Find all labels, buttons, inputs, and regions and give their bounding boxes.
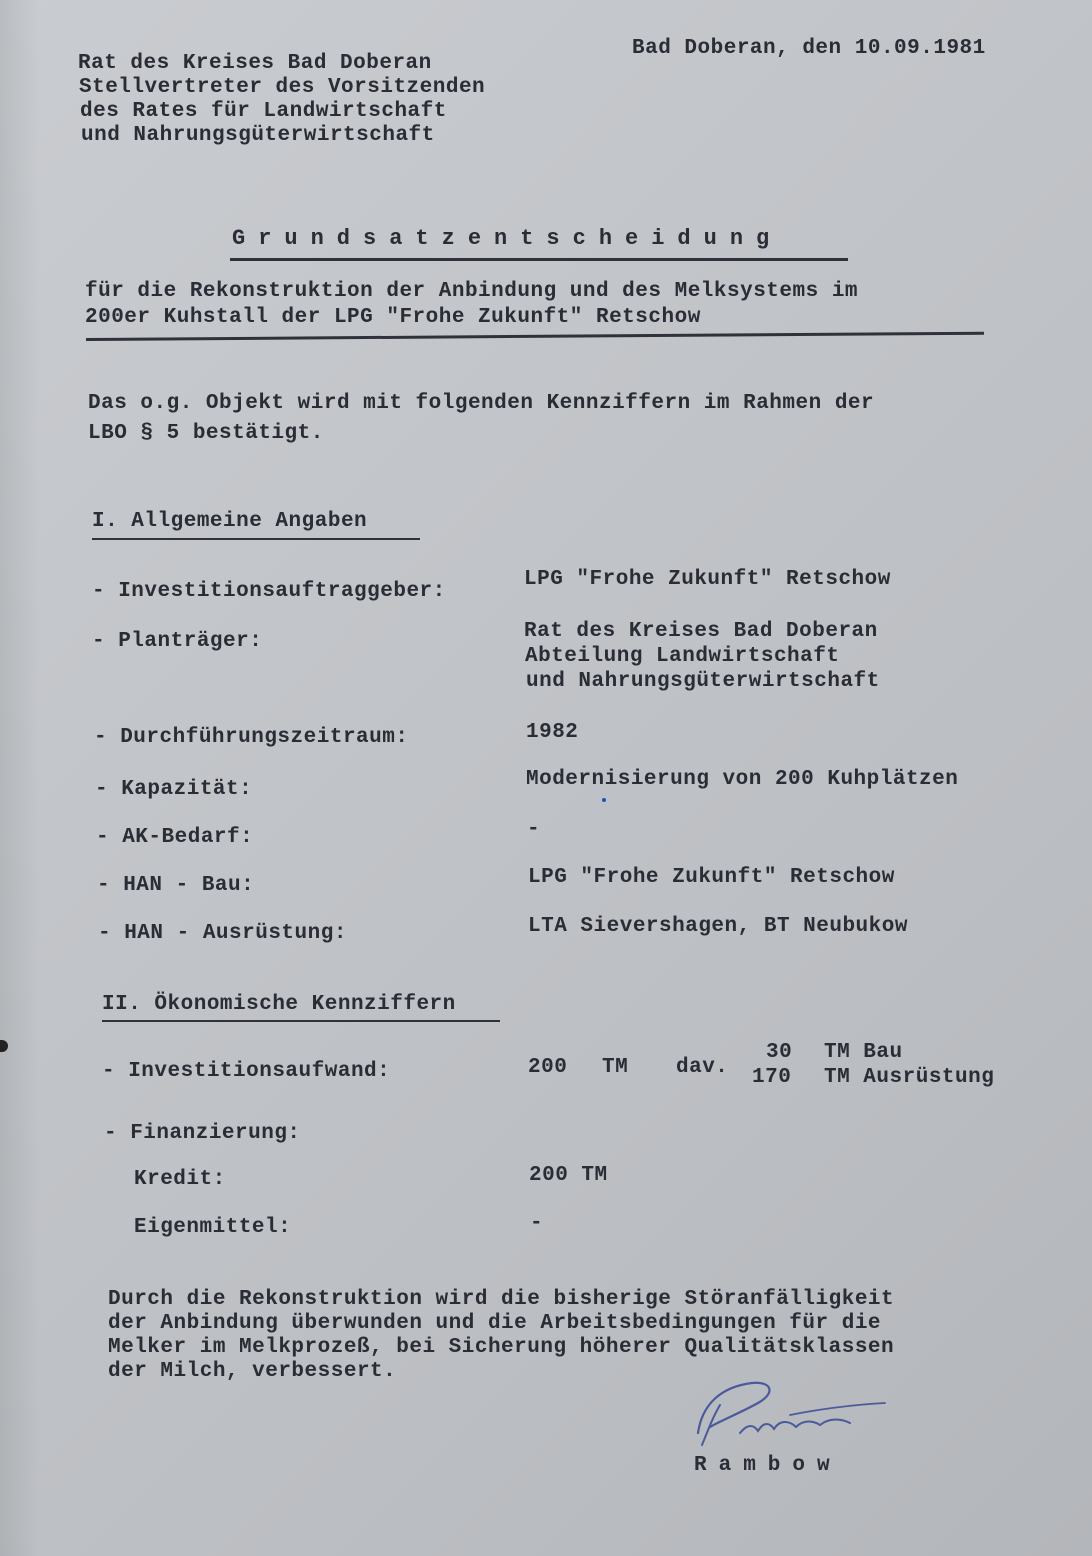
row-label-zeitraum: - Durchführungszeitraum: (94, 726, 409, 749)
ausruestung-amount: 170 (752, 1066, 792, 1089)
row-value-auftraggeber: LPG "Frohe Zukunft" Retschow (524, 568, 891, 591)
closing-line-4: der Milch, verbessert. (108, 1360, 397, 1383)
invest-unit: TM (602, 1056, 629, 1079)
closing-line-1: Durch die Rekonstruktion wird die bisherige Störanfälligkeit (108, 1288, 895, 1311)
row-value-zeitraum: 1982 (526, 721, 579, 744)
intro-line-2: LBO § 5 bestätigt. (88, 422, 324, 445)
section-1-heading: I. Allgemeine Angaben (92, 510, 368, 533)
row-value-plantraeger-2: Abteilung Landwirtschaft (525, 645, 840, 668)
subject-underline (86, 332, 984, 341)
intro-line-1: Das o.g. Objekt wird mit folgenden Kennziffern im Rahmen der (88, 392, 875, 415)
kredit-label: Kredit: (134, 1168, 226, 1191)
section-1-underline (92, 538, 420, 540)
dav-label: dav. (676, 1056, 729, 1079)
row-label-han-bau: - HAN - Bau: (97, 874, 255, 897)
sender-line-3: des Rates für Landwirtschaft (80, 100, 447, 123)
signatory-name: Rambow (694, 1454, 842, 1477)
row-value-plantraeger-1: Rat des Kreises Bad Doberan (524, 620, 878, 643)
row-value-kapazitaet: Modernisierung von 200 Kuhplätzen (526, 768, 959, 791)
bau-label: TM Bau (824, 1041, 903, 1064)
sender-line-2: Stellvertreter des Vorsitzenden (79, 76, 486, 99)
closing-line-3: Melker im Melkprozeß, bei Sicherung höherer Qualitätsklassen (108, 1336, 895, 1359)
section-2-underline (102, 1020, 500, 1022)
handwritten-signature (680, 1375, 900, 1455)
row-label-ak-bedarf: - AK-Bedarf: (96, 826, 254, 849)
eigenmittel-label: Eigenmittel: (134, 1216, 292, 1239)
section-2-heading: II. Ökonomische Kennziffern (102, 993, 456, 1016)
title-underline (230, 258, 848, 261)
row-label-han-ausruestung: - HAN - Ausrüstung: (98, 922, 347, 945)
invest-amount: 200 (528, 1056, 568, 1079)
sender-line-4: und Nahrungsgüterwirtschaft (81, 124, 435, 147)
place-date: Bad Doberan, den 10.09.1981 (632, 37, 986, 60)
pen-mark (602, 798, 606, 802)
finanzierung-label: - Finanzierung: (104, 1122, 301, 1145)
row-label-auftraggeber: - Investitionsauftraggeber: (92, 580, 446, 603)
row-value-ak-bedarf: - (527, 818, 541, 841)
row-value-plantraeger-3: und Nahrungsgüterwirtschaft (526, 670, 880, 693)
kredit-value: 200 TM (529, 1164, 608, 1187)
eigenmittel-value: - (530, 1212, 544, 1235)
ausruestung-label: TM Ausrüstung (824, 1066, 995, 1089)
subject-line-1: für die Rekonstruktion der Anbindung und des Melksystems im (85, 280, 859, 303)
bau-amount: 30 (766, 1041, 793, 1064)
sender-line-1: Rat des Kreises Bad Doberan (78, 52, 432, 75)
invest-label: - Investitionsaufwand: (102, 1060, 391, 1083)
subject-line-2: 200er Kuhstall der LPG "Frohe Zukunft" Retschow (85, 306, 701, 329)
document-title: Grundsatzentscheidung (232, 226, 783, 251)
page-edge-shadow (0, 0, 40, 1556)
row-value-han-bau: LPG "Frohe Zukunft" Retschow (528, 866, 895, 889)
closing-line-2: der Anbindung überwunden und die Arbeitsbedingungen für die (108, 1312, 882, 1335)
row-value-han-ausruestung: LTA Sievershagen, BT Neubukow (528, 915, 908, 938)
row-label-kapazitaet: - Kapazität: (95, 778, 253, 801)
row-label-plantraeger: - Planträger: (92, 630, 263, 653)
